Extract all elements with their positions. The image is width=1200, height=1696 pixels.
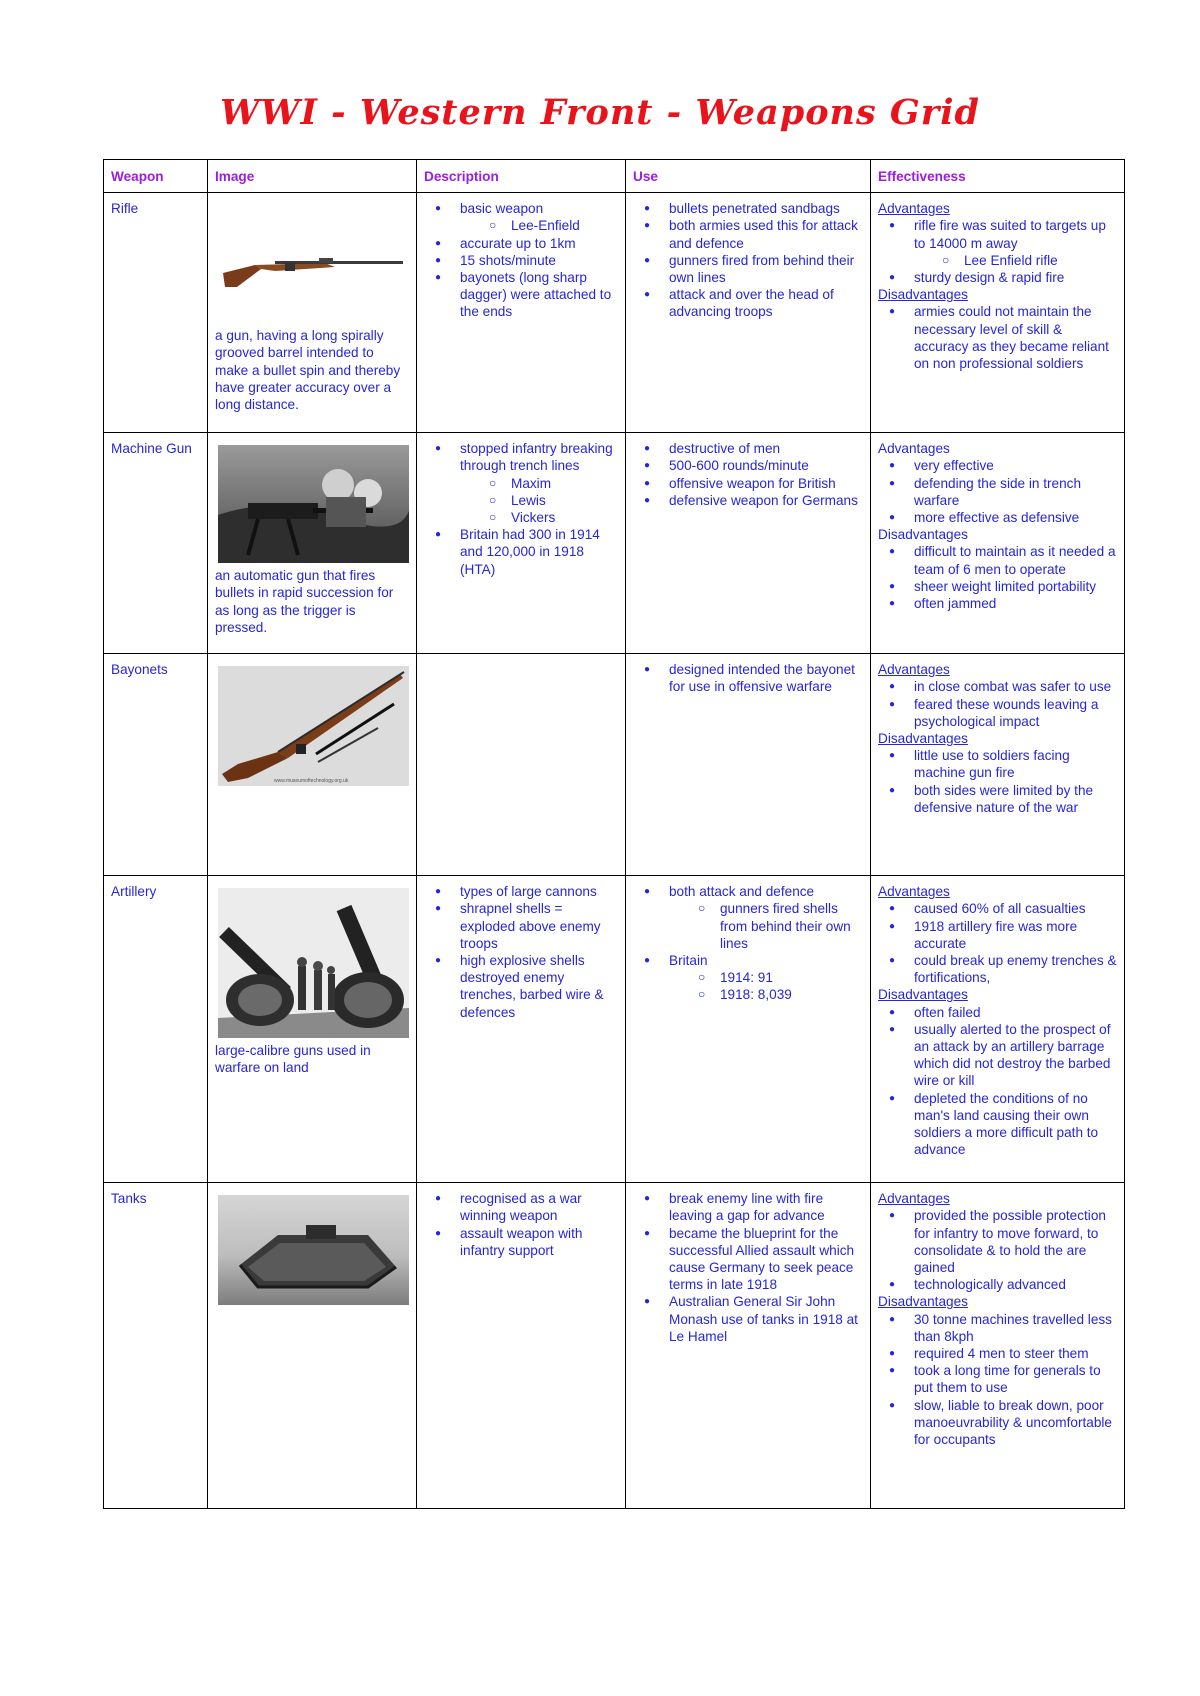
list-item: ● became the blueprint for the successful Allied assault which cause Germany to seek peace terms in late 1918 [669, 1225, 863, 1294]
disadvantages-heading: Disadvantages [878, 987, 968, 1003]
list-item: ○ Vickers [511, 509, 618, 526]
weapon-name: Tanks [104, 1183, 208, 1509]
list-item: ● little use to soldiers facing machine gun fire [914, 747, 1117, 781]
list-item: ● more effective as defensive [914, 509, 1117, 526]
list-item: ● depleted the conditions of no man's land causing their own soldiers a more difficult path to advance [914, 1090, 1117, 1159]
effectiveness-cell [871, 654, 1125, 876]
list-item: ● destructive of men [669, 440, 863, 457]
list-item: ● armies could not maintain the necessary level of skill & accuracy as they became reliant on non professional soldiers [914, 303, 1117, 372]
list-item: ● Britain had 300 in 1914 and 120,000 in 1918 (HTA) [460, 526, 618, 578]
header-description: Description [417, 160, 626, 193]
list-item: ● slow, liable to break down, poor manoeuvrability & uncomfortable for occupants [914, 1397, 1117, 1449]
list-item: ● high explosive shells destroyed enemy trenches, barbed wire & defences [460, 952, 618, 1021]
list-item: ● sturdy design & rapid fire [914, 269, 1117, 286]
use-cell [626, 1183, 871, 1509]
list-item: ● technologically advanced [914, 1276, 1117, 1293]
image-caption: an automatic gun that fires bullets in rapid succession for as long as the trigger is pressed. [215, 568, 394, 635]
machine-gun-image [218, 445, 409, 563]
list-item: ● in close combat was safer to use [914, 678, 1117, 695]
list-item: ● provided the possible protection for infantry to move forward, to consolidate & to hold the are gained [914, 1207, 1117, 1276]
list-item: ● bayonets (long sharp dagger) were attached to the ends [460, 269, 618, 321]
list-item: ○ Lewis [511, 492, 618, 509]
list-item: ● defending the side in trench warfare [914, 475, 1117, 509]
list-item: ● very effective [914, 457, 1117, 474]
image-cell [208, 193, 417, 433]
artillery-image [218, 888, 409, 1038]
weapon-name: Rifle [104, 193, 208, 433]
weapons-grid [103, 159, 1125, 1509]
disadvantages-heading: Disadvantages [878, 287, 968, 303]
list-item: ● often jammed [914, 595, 1117, 612]
list-item: ● took a long time for generals to put them to use [914, 1362, 1117, 1396]
effectiveness-cell [871, 876, 1125, 1183]
list-item: ○ Maxim [511, 475, 618, 492]
rifle-image [215, 205, 407, 323]
list-item: ● bullets penetrated sandbags [669, 200, 863, 217]
list-item: ○ 1914: 91 [720, 969, 863, 986]
header-row [104, 160, 1125, 193]
description-cell [417, 1183, 626, 1509]
description-cell [417, 876, 626, 1183]
list-item: ● sheer weight limited portability [914, 578, 1117, 595]
list-item: ● shrapnel shells = exploded above enemy troops [460, 900, 618, 952]
advantages-heading: Advantages [878, 201, 950, 217]
image-cell [208, 433, 417, 654]
description-cell [417, 193, 626, 433]
list-item: ○ gunners fired shells from behind their own lines [720, 900, 863, 952]
header-use: Use [626, 160, 871, 193]
image-caption: large-calibre guns used in warfare on land [215, 1043, 371, 1076]
list-item: ● basic weapon [460, 200, 618, 217]
list-item: ● 15 shots/minute [460, 252, 618, 269]
image-cell [208, 654, 417, 876]
use-cell [626, 654, 871, 876]
list-item: ● usually alerted to the prospect of an attack by an artillery barrage which did not destroy the barbed wire or kill [914, 1021, 1117, 1090]
advantages-heading: Advantages [878, 441, 950, 457]
table-row-tanks [104, 1183, 1125, 1509]
list-item: ● recognised as a war winning weapon [460, 1190, 618, 1224]
effectiveness-cell [871, 193, 1125, 433]
advantages-heading: Advantages [878, 662, 950, 678]
list-item: ● 500-600 rounds/minute [669, 457, 863, 474]
disadvantages-heading: Disadvantages [878, 731, 968, 747]
advantages-heading: Advantages [878, 884, 950, 900]
list-item: ● often failed [914, 1004, 1117, 1021]
list-item: ● types of large cannons [460, 883, 618, 900]
image-caption: a gun, having a long spirally grooved barrel intended to make a bullet spin and thereby have greater accuracy over a long distance. [215, 328, 401, 413]
list-item: ● designed intended the bayonet for use in offensive warfare [669, 661, 863, 695]
use-cell [626, 876, 871, 1183]
list-item: ● difficult to maintain as it needed a team of 6 men to operate [914, 543, 1117, 577]
list-item: ○ Lee Enfield rifle [964, 252, 1117, 269]
page-title: WWI - Western Front - Weapons Grid [220, 92, 980, 133]
effectiveness-cell [871, 433, 1125, 654]
disadvantages-heading: Disadvantages [878, 527, 968, 543]
list-item: ● break enemy line with fire leaving a gap for advance [669, 1190, 863, 1224]
weapon-name: Machine Gun [104, 433, 208, 654]
list-item: ● accurate up to 1km [460, 235, 618, 252]
disadvantages-heading: Disadvantages [878, 1294, 968, 1310]
list-item: ● both attack and defence [669, 883, 863, 900]
list-item: ● Australian General Sir John Monash use of tanks in 1918 at Le Hamel [669, 1293, 863, 1345]
list-item: ● assault weapon with infantry support [460, 1225, 618, 1259]
image-cell [208, 1183, 417, 1509]
list-item: ● stopped infantry breaking through trench lines [460, 440, 618, 474]
list-item: ● gunners fired from behind their own lines [669, 252, 863, 286]
weapon-name: Artillery [104, 876, 208, 1183]
header-effectiveness: Effectiveness [871, 160, 1125, 193]
table-row-rifle [104, 193, 1125, 433]
bayonet-image [218, 666, 409, 786]
description-cell [417, 433, 626, 654]
table-row-artillery [104, 876, 1125, 1183]
tank-image [218, 1195, 409, 1305]
list-item: ● attack and over the head of advancing troops [669, 286, 863, 320]
list-item: ● defensive weapon for Germans [669, 492, 863, 509]
use-cell [626, 193, 871, 433]
list-item: ● caused 60% of all casualties [914, 900, 1117, 917]
use-cell [626, 433, 871, 654]
list-item: ● feared these wounds leaving a psychological impact [914, 696, 1117, 730]
image-watermark: www.museumoftechnology.org.uk [274, 778, 349, 785]
list-item: ● Britain [669, 952, 863, 969]
weapon-name: Bayonets [104, 654, 208, 876]
table-row-machine-gun [104, 433, 1125, 654]
list-item: ● could break up enemy trenches & fortifications, [914, 952, 1117, 986]
image-cell [208, 876, 417, 1183]
description-cell [417, 654, 626, 876]
table-row-bayonets [104, 654, 1125, 876]
list-item: ● both sides were limited by the defensive nature of the war [914, 782, 1117, 816]
header-image: Image [208, 160, 417, 193]
list-item: ● rifle fire was suited to targets up to 14000 m away [914, 217, 1117, 251]
list-item: ● offensive weapon for British [669, 475, 863, 492]
header-weapon: Weapon [104, 160, 208, 193]
list-item: ● 1918 artillery fire was more accurate [914, 918, 1117, 952]
list-item: ● both armies used this for attack and defence [669, 217, 863, 251]
effectiveness-cell [871, 1183, 1125, 1509]
list-item: ● 30 tonne machines travelled less than 8kph [914, 1311, 1117, 1345]
advantages-heading: Advantages [878, 1191, 950, 1207]
list-item: ○ 1918: 8,039 [720, 986, 863, 1003]
list-item: ● required 4 men to steer them [914, 1345, 1117, 1362]
list-item: ○ Lee-Enfield [511, 217, 618, 234]
